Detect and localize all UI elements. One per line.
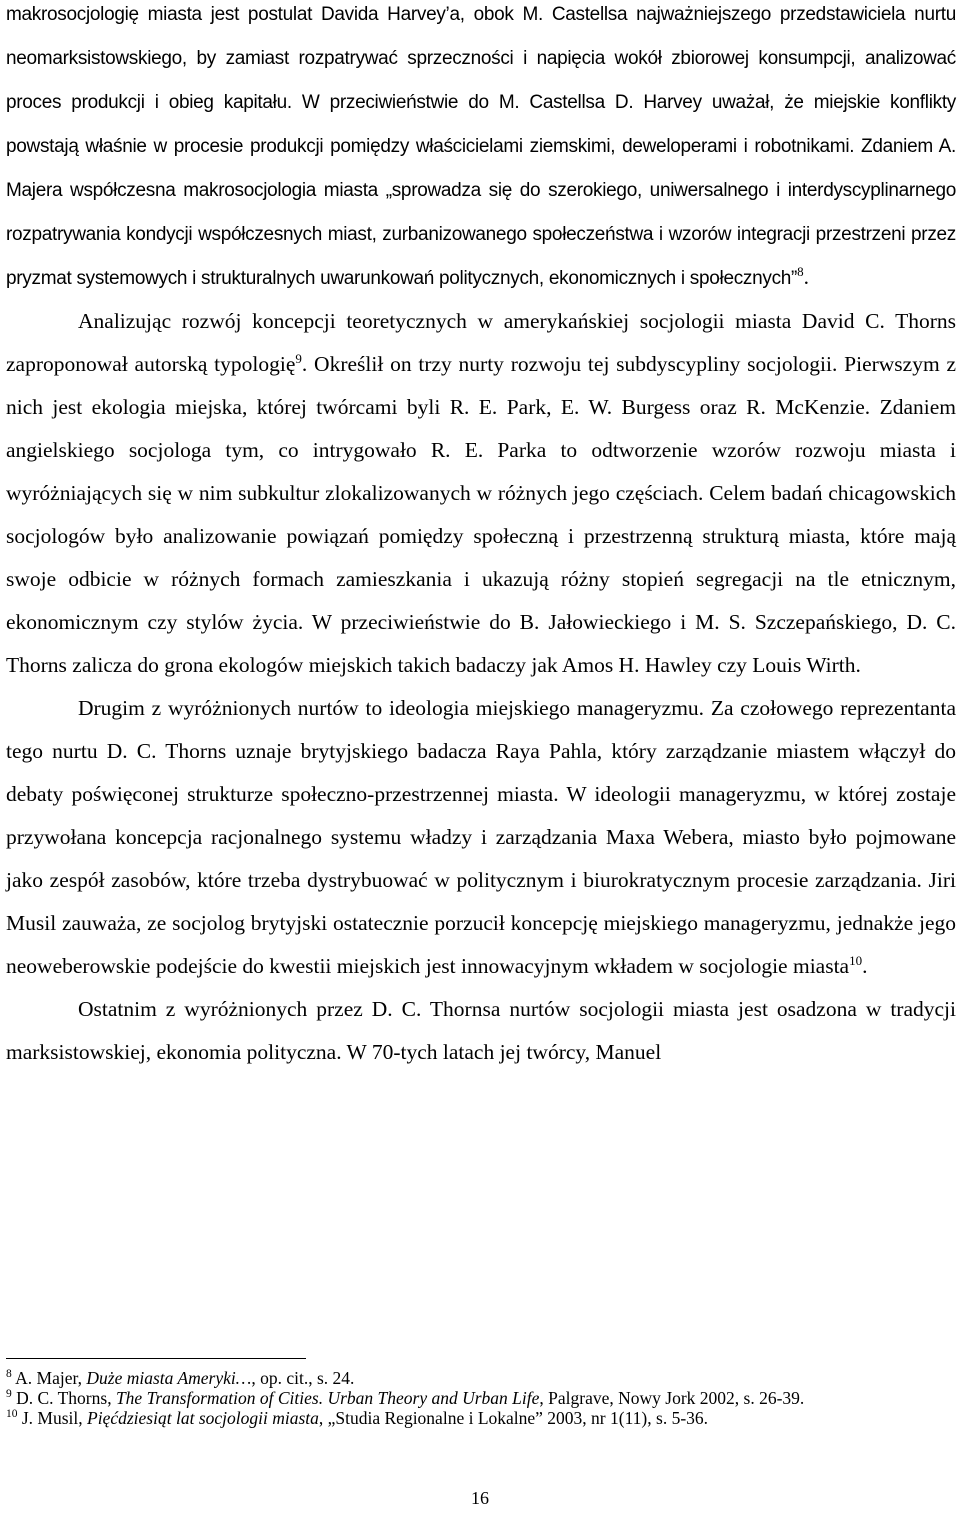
footnote-separator <box>6 1358 306 1359</box>
footnote <box>6 1408 946 1428</box>
footnote-ref-8: 8 <box>797 263 804 279</box>
footnote-title: Pięćdziesiąt lat socjologii miasta <box>87 1408 319 1428</box>
paragraph <box>6 988 956 1074</box>
footnote <box>6 1368 946 1388</box>
footnote-text: , op. cit., s. 24. <box>251 1368 355 1388</box>
footnote-text: , Palgrave, Nowy Jork 2002, s. 26-39. <box>539 1388 805 1408</box>
text-span: makrosocjologię miasta jest postulat Davida Harvey’a, obok M. Castellsa najważniejszego przedstawiciela nurtu neomarksistowskiego, by zamiast rozpatrywać sprzeczności i napięcia wokół zbiorowej konsumpcji, analizować proces produkcji i obieg kapitału. W przeciwieństwie do M. Castellsa D. Harvey uważał, że miejskie konflikty powstają właśnie w procesie produkcji pomiędzy właścicielami ziemskimi, deweloperami i robotnikami. Zdaniem A. Majera współczesna makrosocjologia miasta „sprowadza się do szerokiego, uniwersalnego i interdyscyplinarnego rozpatrywania kondycji współczesnych miast, zurbanizowanego społeczeństwa i wzorów integracji przestrzeni przez pryzmat systemowych i strukturalnych uwarunkowań politycznych, ekonomicznych i społecznych” <box>6 4 956 289</box>
footnote <box>6 1388 946 1408</box>
text-span: Analizując rozwój koncepcji teoretycznych w amerykańskiej socjologii miasta David C. Thorns zaproponował autorską typologię <box>6 309 956 376</box>
footnote-title: The Transformation of Cities. Urban Theory and Urban Life <box>115 1388 540 1408</box>
footnote-title: Duże miasta Ameryki… <box>86 1368 252 1388</box>
page-number: 16 <box>471 1488 489 1508</box>
text-span: . Określił on trzy nurty rozwoju tej subdyscypliny socjologii. Pierwszym z nich jest ekologia miejska, której twórcami byli R. E. Park, E. W. Burgess oraz R. McKenzie. Zdaniem angielskiego socjologa tym, co intrygowało R. E. Parka to odtworzenie wzorów rozwoju miasta i wyróżniających się w nim subkultur zlokalizowanych w różnych jego częściach. Celem badań chicagowskich socjologów było analizowanie powiązań pomiędzy społeczną i przestrzenną strukturą miasta, które mają swoje odbicie w różnych formach zamieszkania i ukazują różny stopień segregacji na tle etnicznym, ekonomicznym czy stylów życia. W przeciwieństwie do B. Jałowieckiego i M. S. Szczepańskiego, D. C. Thorns zalicza do grona ekologów miejskich takich badaczy jak Amos H. Hawley czy Louis Wirth. <box>6 352 956 677</box>
footnotes <box>6 1368 946 1428</box>
footnote-text: D. C. Thorns, <box>11 1388 116 1408</box>
footnote-number: 10 <box>6 1408 18 1421</box>
footnote-ref-9: 9 <box>295 350 302 366</box>
footnote-ref-10: 10 <box>849 952 863 968</box>
footnote-text: A. Majer, <box>11 1368 87 1388</box>
paragraph <box>6 687 956 988</box>
body-text <box>6 0 956 1074</box>
footnote-text: , „Studia Regionalne i Lokalne” 2003, nr 1(11), s. 5-36. <box>318 1408 709 1428</box>
text-span: . <box>862 954 868 978</box>
text-span: Drugim z wyróżnionych nurtów to ideologia miejskiego manageryzmu. Za czołowego reprezentanta tego nurtu D. C. Thorns uznaje brytyjskiego badacza Raya Pahla, który zarządzanie miastem włączył do debaty poświęconej strukturze społeczno-przestrzennej miasta. W ideologii manageryzmu, w której zostaje przywołana koncepcja racjonalnego systemu władzy i zarządzania Maxa Webera, miasto było pojmowane jako zespół zasobów, które trzeba dystrybuować w politycznym i biurokratycznym procesie zarządzania. Jiri Musil zauważa, ze socjolog brytyjski ostatecznie porzucił koncepcję miejskiego manageryzmu, jednakże jego neoweberowskie podejście do kwestii miejskich jest innowacyjnym wkładem w socjologie miasta <box>6 696 956 978</box>
paragraph <box>6 0 956 300</box>
footnote-number: 9 <box>6 1388 12 1401</box>
paragraph <box>6 300 956 687</box>
text-span: . <box>803 265 809 289</box>
text-span: Ostatnim z wyróżnionych przez D. C. Thornsa nurtów socjologii miasta jest osadzona w tradycji marksistowskiej, ekonomia polityczna. W 70-tych latach jej twórcy, Manuel <box>6 997 956 1064</box>
footnote-text: J. Musil, <box>17 1408 88 1428</box>
footnote-number: 8 <box>6 1368 12 1381</box>
